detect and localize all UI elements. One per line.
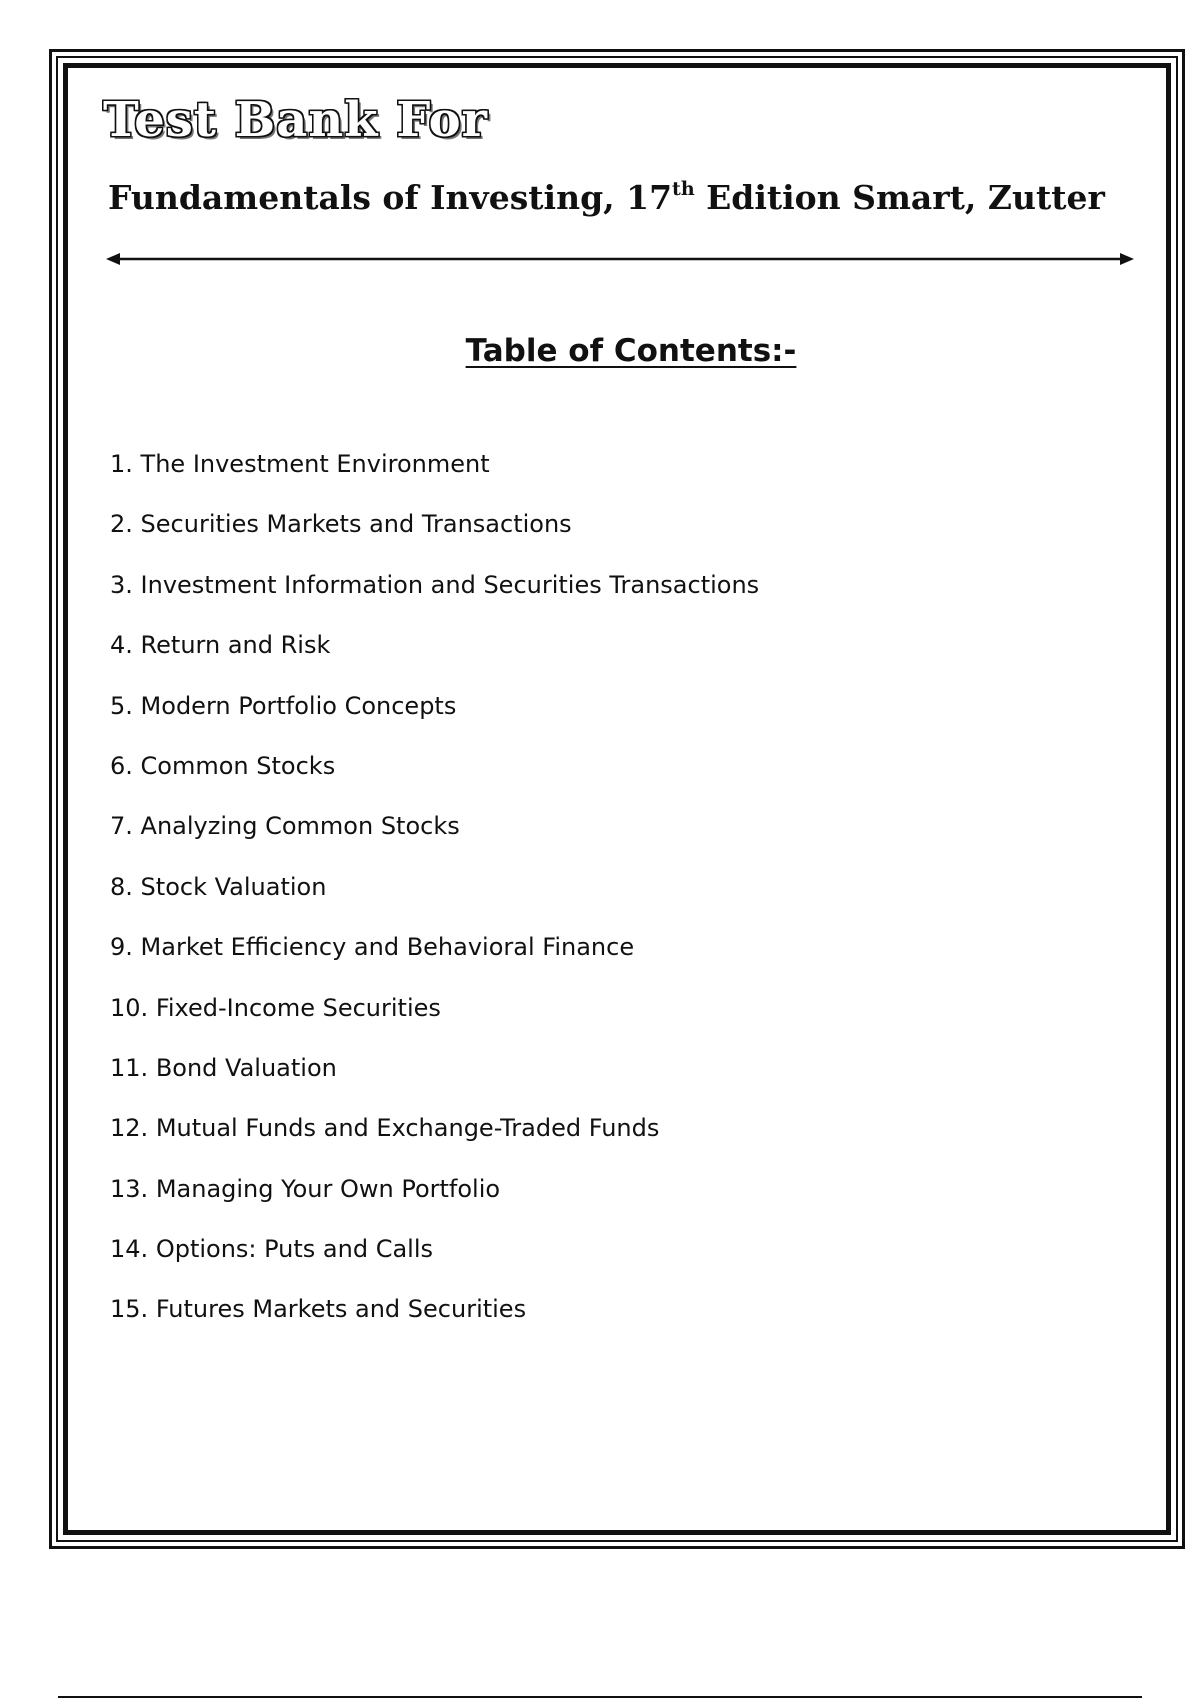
toc-item-title: Mutual Funds and Exchange-Traded Funds: [155, 1114, 660, 1143]
toc-item-title: Common Stocks: [140, 751, 336, 780]
toc-item-number: 8 .: [110, 873, 141, 901]
toc-item-number: 14 .: [110, 1235, 156, 1263]
toc-item-title: Bond Valuation: [155, 1053, 337, 1082]
toc-item-number: 4 .: [110, 631, 141, 659]
toc-item-number: 1 .: [110, 450, 141, 478]
toc-item-number: 2 .: [110, 510, 141, 538]
toc-item: [110, 932, 759, 992]
toc-item: [110, 1174, 759, 1234]
toc-item-number: 15 .: [110, 1295, 156, 1323]
toc-item-title: Return and Risk: [140, 631, 331, 660]
toc-item-title: Analyzing Common Stocks: [140, 812, 460, 841]
toc-item: [110, 1294, 759, 1354]
toc-item-title: Stock Valuation: [140, 872, 327, 901]
book-title-edition-authors: Edition Smart, Zutter: [694, 178, 1105, 217]
edition-ordinal-suffix: th: [672, 178, 695, 200]
toc-item: [110, 811, 759, 871]
toc-item-number: 10 .: [110, 994, 156, 1022]
book-title-main: Fundamentals of Investing, 17: [108, 178, 673, 217]
footer-rule: [58, 1696, 1142, 1698]
toc-item-title: Securities Markets and Transactions: [140, 510, 572, 539]
toc-item-number: 7 .: [110, 812, 141, 840]
toc-item: [110, 449, 759, 509]
toc-item-title: Options: Puts and Calls: [155, 1235, 434, 1264]
document-title: Test Bank For: [103, 92, 488, 148]
double-arrow-divider: [106, 251, 1134, 267]
toc-item-number: 9 .: [110, 933, 141, 961]
table-of-contents-heading: Table of Contents:-: [465, 333, 797, 369]
toc-item-title: Fixed-Income Securities: [155, 993, 441, 1022]
toc-item-number: 3 .: [110, 571, 141, 599]
toc-item: [110, 630, 759, 690]
toc-item-title: Market Efficiency and Behavioral Finance: [140, 933, 635, 962]
book-title: [108, 178, 1105, 217]
toc-item-title: Managing Your Own Portfolio: [155, 1174, 501, 1203]
toc-item-number: 5 .: [110, 692, 141, 720]
toc-item-number: 12 .: [110, 1114, 156, 1142]
toc-item-number: 11 .: [110, 1054, 156, 1082]
toc-item-title: Investment Information and Securities Transactions: [140, 570, 760, 599]
toc-item: [110, 1234, 759, 1294]
toc-item: [110, 1053, 759, 1113]
toc-item: [110, 751, 759, 811]
toc-item: [110, 691, 759, 751]
toc-item-number: 6 .: [110, 752, 141, 780]
toc-item: [110, 993, 759, 1053]
toc-item: [110, 509, 759, 569]
toc-item-title: Futures Markets and Securities: [155, 1295, 527, 1324]
toc-item-title: The Investment Environment: [140, 450, 490, 478]
toc-item: [110, 570, 759, 630]
toc-item-title: Modern Portfolio Concepts: [140, 691, 457, 720]
table-of-contents-list: [110, 449, 759, 1355]
toc-item-number: 13 .: [110, 1175, 156, 1203]
toc-item: [110, 1113, 759, 1173]
toc-item: [110, 872, 759, 932]
